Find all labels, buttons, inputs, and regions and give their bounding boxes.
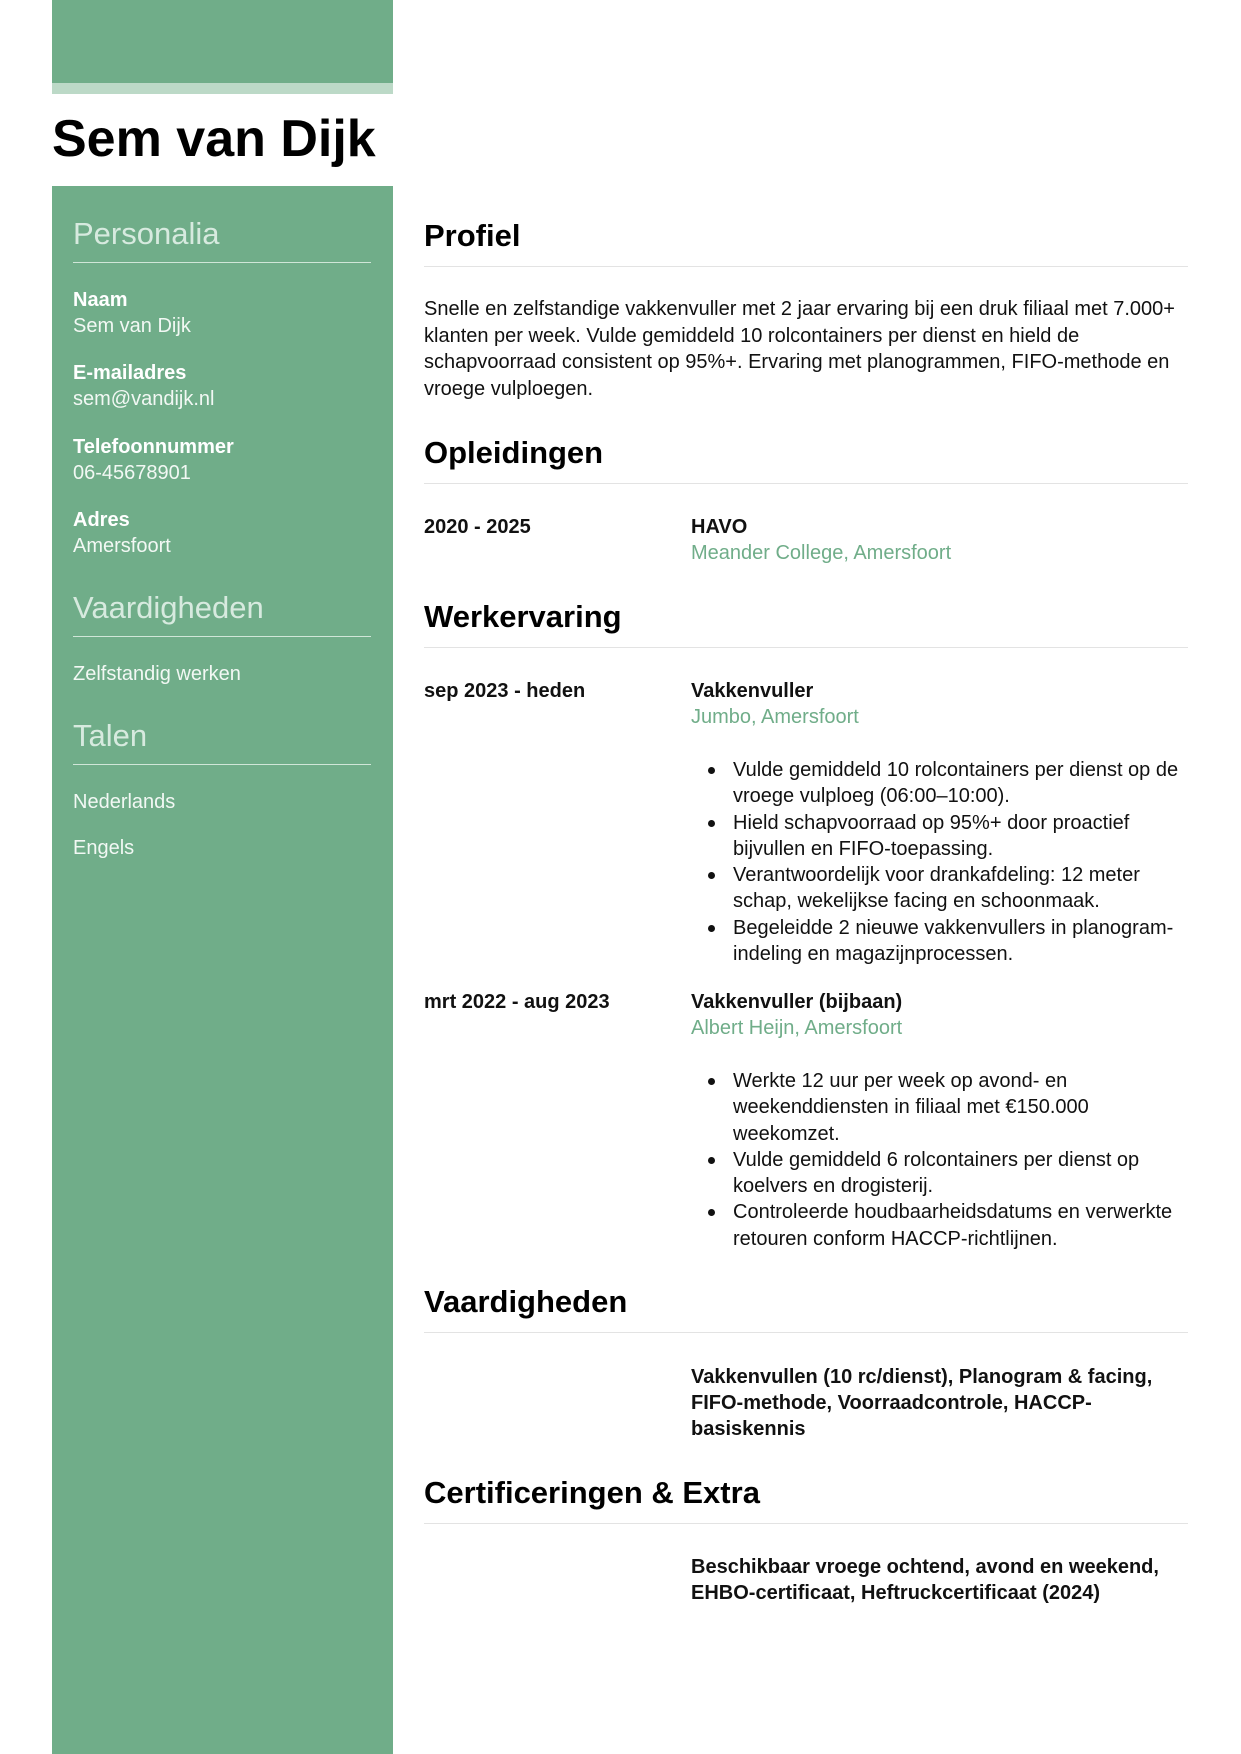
field-label-name: Naam (73, 289, 128, 311)
section-title-skills: Vaardigheden (424, 1282, 1188, 1333)
section-title-education: Opleidingen (424, 433, 1188, 484)
education-degree: HAVO (691, 516, 748, 538)
sidebar (52, 186, 393, 1754)
job-period: mrt 2022 - aug 2023 (424, 991, 610, 1013)
job-bullet: Controleerde houdbaarheidsdatums en verwerkte retouren conform HACCP-richtlijnen. (691, 1199, 1191, 1252)
sidebar-language-item: Engels (73, 837, 135, 859)
education-period: 2020 - 2025 (424, 516, 531, 538)
job-bullet: Verantwoordelijk voor drankafdeling: 12 meter schap, wekelijkse facing en schoonmaak. (691, 862, 1191, 915)
field-value-name: Sem van Dijk (73, 315, 191, 337)
job-bullet-list (691, 1068, 1191, 1252)
sidebar-heading-skills: Vaardigheden (73, 588, 371, 637)
sidebar-language-item: Nederlands (73, 791, 176, 813)
section-title-profile: Profiel (424, 216, 1188, 267)
sidebar-skill-item: Zelfstandig werken (73, 663, 241, 685)
job-period: sep 2023 - heden (424, 680, 586, 702)
section-title-experience: Werkervaring (424, 597, 1188, 648)
candidate-name: Sem van Dijk (52, 110, 376, 168)
header-accent-stripe (52, 83, 393, 94)
job-bullet-list (691, 757, 1191, 967)
section-title-certifications: Certificeringen & Extra (424, 1473, 1188, 1524)
field-label-email: E-mailadres (73, 362, 187, 384)
sidebar-heading-personalia: Personalia (73, 214, 371, 263)
job-bullet: Vulde gemiddeld 10 rolcontainers per dienst op de vroege vulploeg (06:00–10:00). (691, 757, 1191, 810)
education-school: Meander College, Amersfoort (691, 542, 952, 564)
field-value-address: Amersfoort (73, 535, 171, 557)
field-value-phone: 06-45678901 (73, 462, 191, 484)
job-role: Vakkenvuller (691, 680, 814, 702)
job-bullet: Begeleidde 2 nieuwe vakkenvullers in planogram-indeling en magazijnprocessen. (691, 915, 1191, 968)
header-color-block (52, 0, 393, 83)
job-role: Vakkenvuller (bijbaan) (691, 991, 903, 1013)
field-label-phone: Telefoonnummer (73, 436, 234, 458)
field-value-email: sem@vandijk.nl (73, 388, 215, 410)
skills-list-text: Vakkenvullen (10 rc/dienst), Planogram & facing, FIFO-methode, Voorraadcontrole, HACCP-basiskennis (691, 1366, 1153, 1440)
job-company: Jumbo, Amersfoort (691, 706, 859, 728)
job-company: Albert Heijn, Amersfoort (691, 1017, 903, 1039)
job-bullet: Hield schapvoorraad op 95%+ door proactief bijvullen en FIFO-toepassing. (691, 810, 1191, 863)
certifications-text: Beschikbaar vroege ochtend, avond en weekend, EHBO-certificaat, Heftruckcertificaat (2024) (691, 1556, 1159, 1604)
sidebar-heading-languages: Talen (73, 716, 371, 765)
profile-text: Snelle en zelfstandige vakkenvuller met 2 jaar ervaring bij een druk filiaal met 7.000+ klanten per week. Vulde gemiddeld 10 rolcontainers per dienst en hield de schapvoorraad consistent op 95%+. Ervaring met planogrammen, FIFO-methode en vroege vulploegen. (424, 298, 1175, 400)
field-label-address: Adres (73, 509, 130, 531)
job-bullet: Werkte 12 uur per week op avond- en weekenddiensten in filiaal met €150.000 weekomzet. (691, 1068, 1191, 1147)
job-bullet: Vulde gemiddeld 6 rolcontainers per dienst op koelvers en drogisterij. (691, 1147, 1191, 1200)
